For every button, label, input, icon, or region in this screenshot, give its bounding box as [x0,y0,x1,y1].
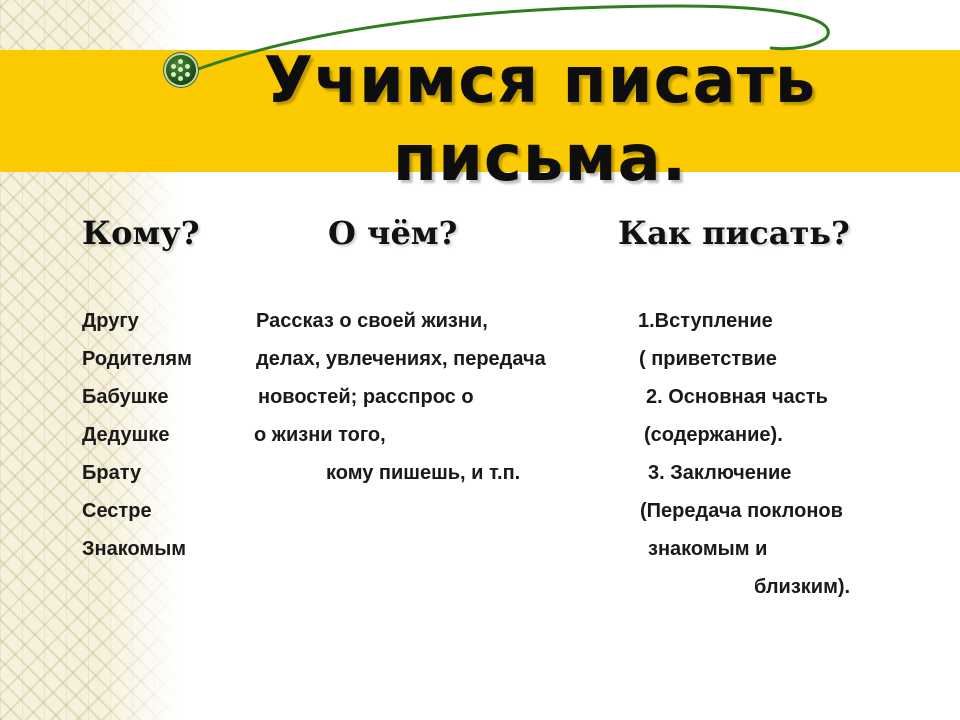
structure-line: (содержание). [644,424,783,446]
recipient-item: Родителям [82,348,192,370]
recipient-item: Бабушке [82,386,169,408]
slide-title [230,42,850,198]
header-how: Как писать? [618,214,850,252]
structure-line: знакомым и [648,538,768,560]
structure-line: близким). [754,576,851,598]
recipient-item: Другу [82,310,139,332]
topic-line: кому пишешь, и т.п. [326,462,521,484]
header-who: Кому? [82,214,200,252]
structure-line: 2. Основная часть [646,386,828,408]
green-dotted-circle-icon [166,55,196,85]
title-line-1: Учимся писать [263,44,817,118]
structure-line: 1.Вступление [638,310,773,332]
recipient-item: Брату [82,462,142,484]
topic-line: делах, увлечениях, передача [256,348,546,370]
title-line-2: письма. [392,122,688,196]
structure-line: ( приветствие [639,348,777,370]
recipient-item: Дедушке [82,424,170,446]
header-about: О чём? [328,214,458,252]
structure-line: (Передача поклонов [640,500,843,522]
structure-line: 3. Заключение [648,462,792,484]
topic-line: о жизни того, [254,424,386,446]
recipient-item: Сестре [82,500,152,522]
topic-line: новостей; расспрос о [258,386,474,408]
recipient-item: Знакомым [82,538,187,560]
topic-line: Рассказ о своей жизни, [256,310,488,332]
